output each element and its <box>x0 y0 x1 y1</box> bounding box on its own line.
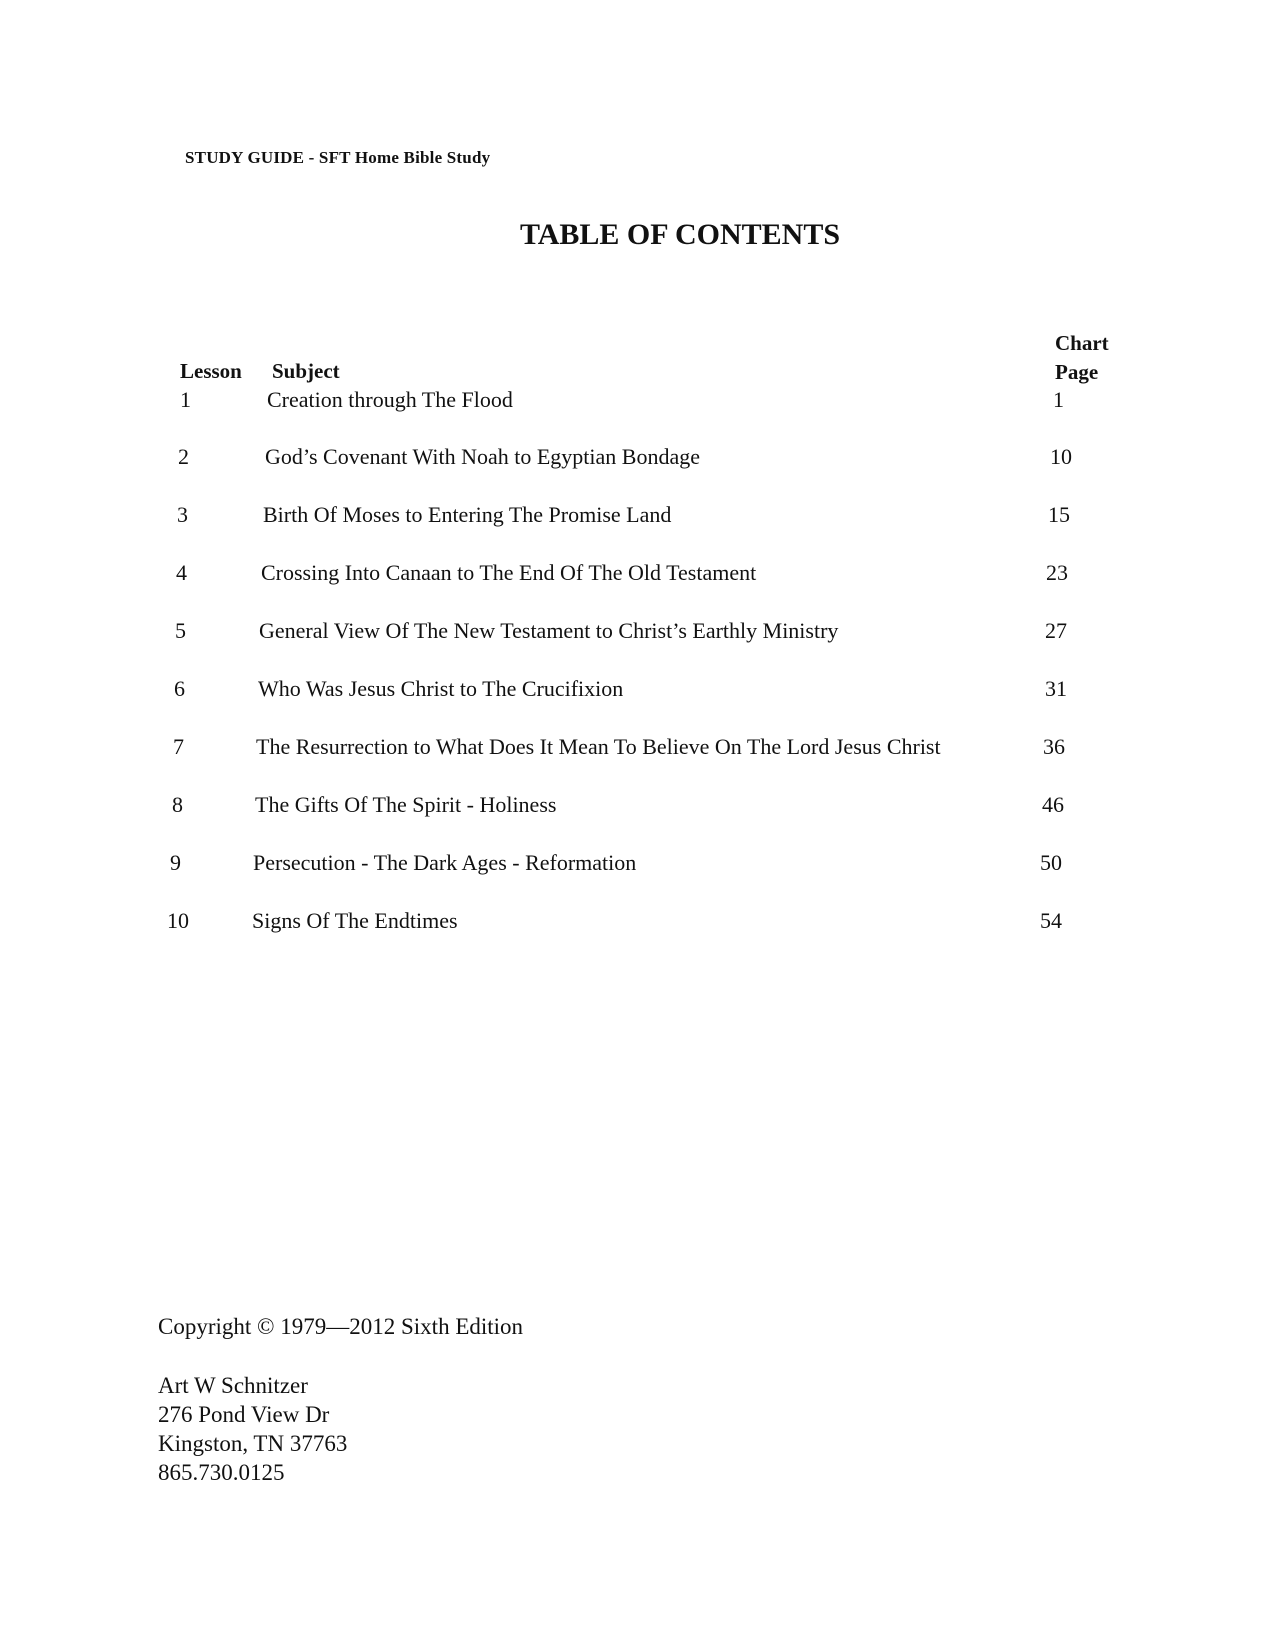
chart-page-number: 10 <box>1050 444 1072 469</box>
page-header-line: Page <box>1055 360 1099 384</box>
lesson-number: 1 <box>180 387 191 412</box>
chart-page-number: 15 <box>1048 502 1070 527</box>
study-guide-label: STUDY GUIDE - SFT Home Bible Study <box>185 148 491 167</box>
lesson-subject: Birth Of Moses to Entering The Promise Land <box>263 502 672 527</box>
lesson-subject: Persecution - The Dark Ages - Reformation <box>253 850 637 875</box>
chart-page-number: 27 <box>1045 618 1067 643</box>
lesson-number: 7 <box>173 734 184 759</box>
chart-page-number: 46 <box>1042 792 1064 817</box>
toc-row <box>0 908 1275 938</box>
lesson-number: 4 <box>176 560 187 585</box>
chart-page-number: 36 <box>1043 734 1065 759</box>
lesson-subject: Crossing Into Canaan to The End Of The Old Testament <box>261 560 757 585</box>
toc-row <box>0 444 1275 474</box>
chart-page-number: 23 <box>1046 560 1068 585</box>
author-address <box>158 1371 347 1487</box>
lesson-subject: Who Was Jesus Christ to The Crucifixion <box>258 676 624 701</box>
toc-row <box>0 560 1275 590</box>
toc-row <box>0 850 1275 880</box>
author-name: Art W Schnitzer <box>158 1373 308 1398</box>
lesson-number: 3 <box>177 502 188 527</box>
street-address: 276 Pond View Dr <box>158 1402 330 1427</box>
lesson-subject: General View Of The New Testament to Christ’s Earthly Ministry <box>259 618 839 643</box>
chart-page-number: 50 <box>1040 850 1062 875</box>
lesson-number: 6 <box>174 676 185 701</box>
copyright-notice: Copyright © 1979—2012 Sixth Edition <box>158 1314 524 1339</box>
city-state-zip: Kingston, TN 37763 <box>158 1431 348 1456</box>
subject-column-header: Subject <box>272 359 340 383</box>
chart-page-column-header <box>1055 329 1109 387</box>
lesson-subject: Creation through The Flood <box>267 387 513 412</box>
lesson-number: 2 <box>178 444 189 469</box>
chart-page-number: 31 <box>1045 676 1067 701</box>
lesson-number: 8 <box>172 792 183 817</box>
lesson-subject: The Gifts Of The Spirit - Holiness <box>255 792 557 817</box>
chart-header-line: Chart <box>1055 331 1109 355</box>
lesson-subject: Signs Of The Endtimes <box>252 908 458 933</box>
toc-row <box>0 734 1275 764</box>
lesson-subject: The Resurrection to What Does It Mean To Believe On The Lord Jesus Christ <box>256 734 941 759</box>
toc-row <box>0 618 1275 648</box>
chart-page-number: 54 <box>1040 908 1062 933</box>
lesson-subject: God’s Covenant With Noah to Egyptian Bondage <box>265 444 700 469</box>
toc-row <box>0 387 1275 417</box>
toc-row <box>0 792 1275 822</box>
lesson-number: 9 <box>170 850 181 875</box>
page-title: TABLE OF CONTENTS <box>519 218 841 251</box>
toc-row <box>0 502 1275 532</box>
toc-row <box>0 676 1275 706</box>
phone-number: 865.730.0125 <box>158 1460 285 1485</box>
lesson-column-header: Lesson <box>180 359 242 383</box>
lesson-number: 5 <box>175 618 186 643</box>
chart-page-number: 1 <box>1053 387 1064 412</box>
lesson-number: 10 <box>167 908 189 933</box>
